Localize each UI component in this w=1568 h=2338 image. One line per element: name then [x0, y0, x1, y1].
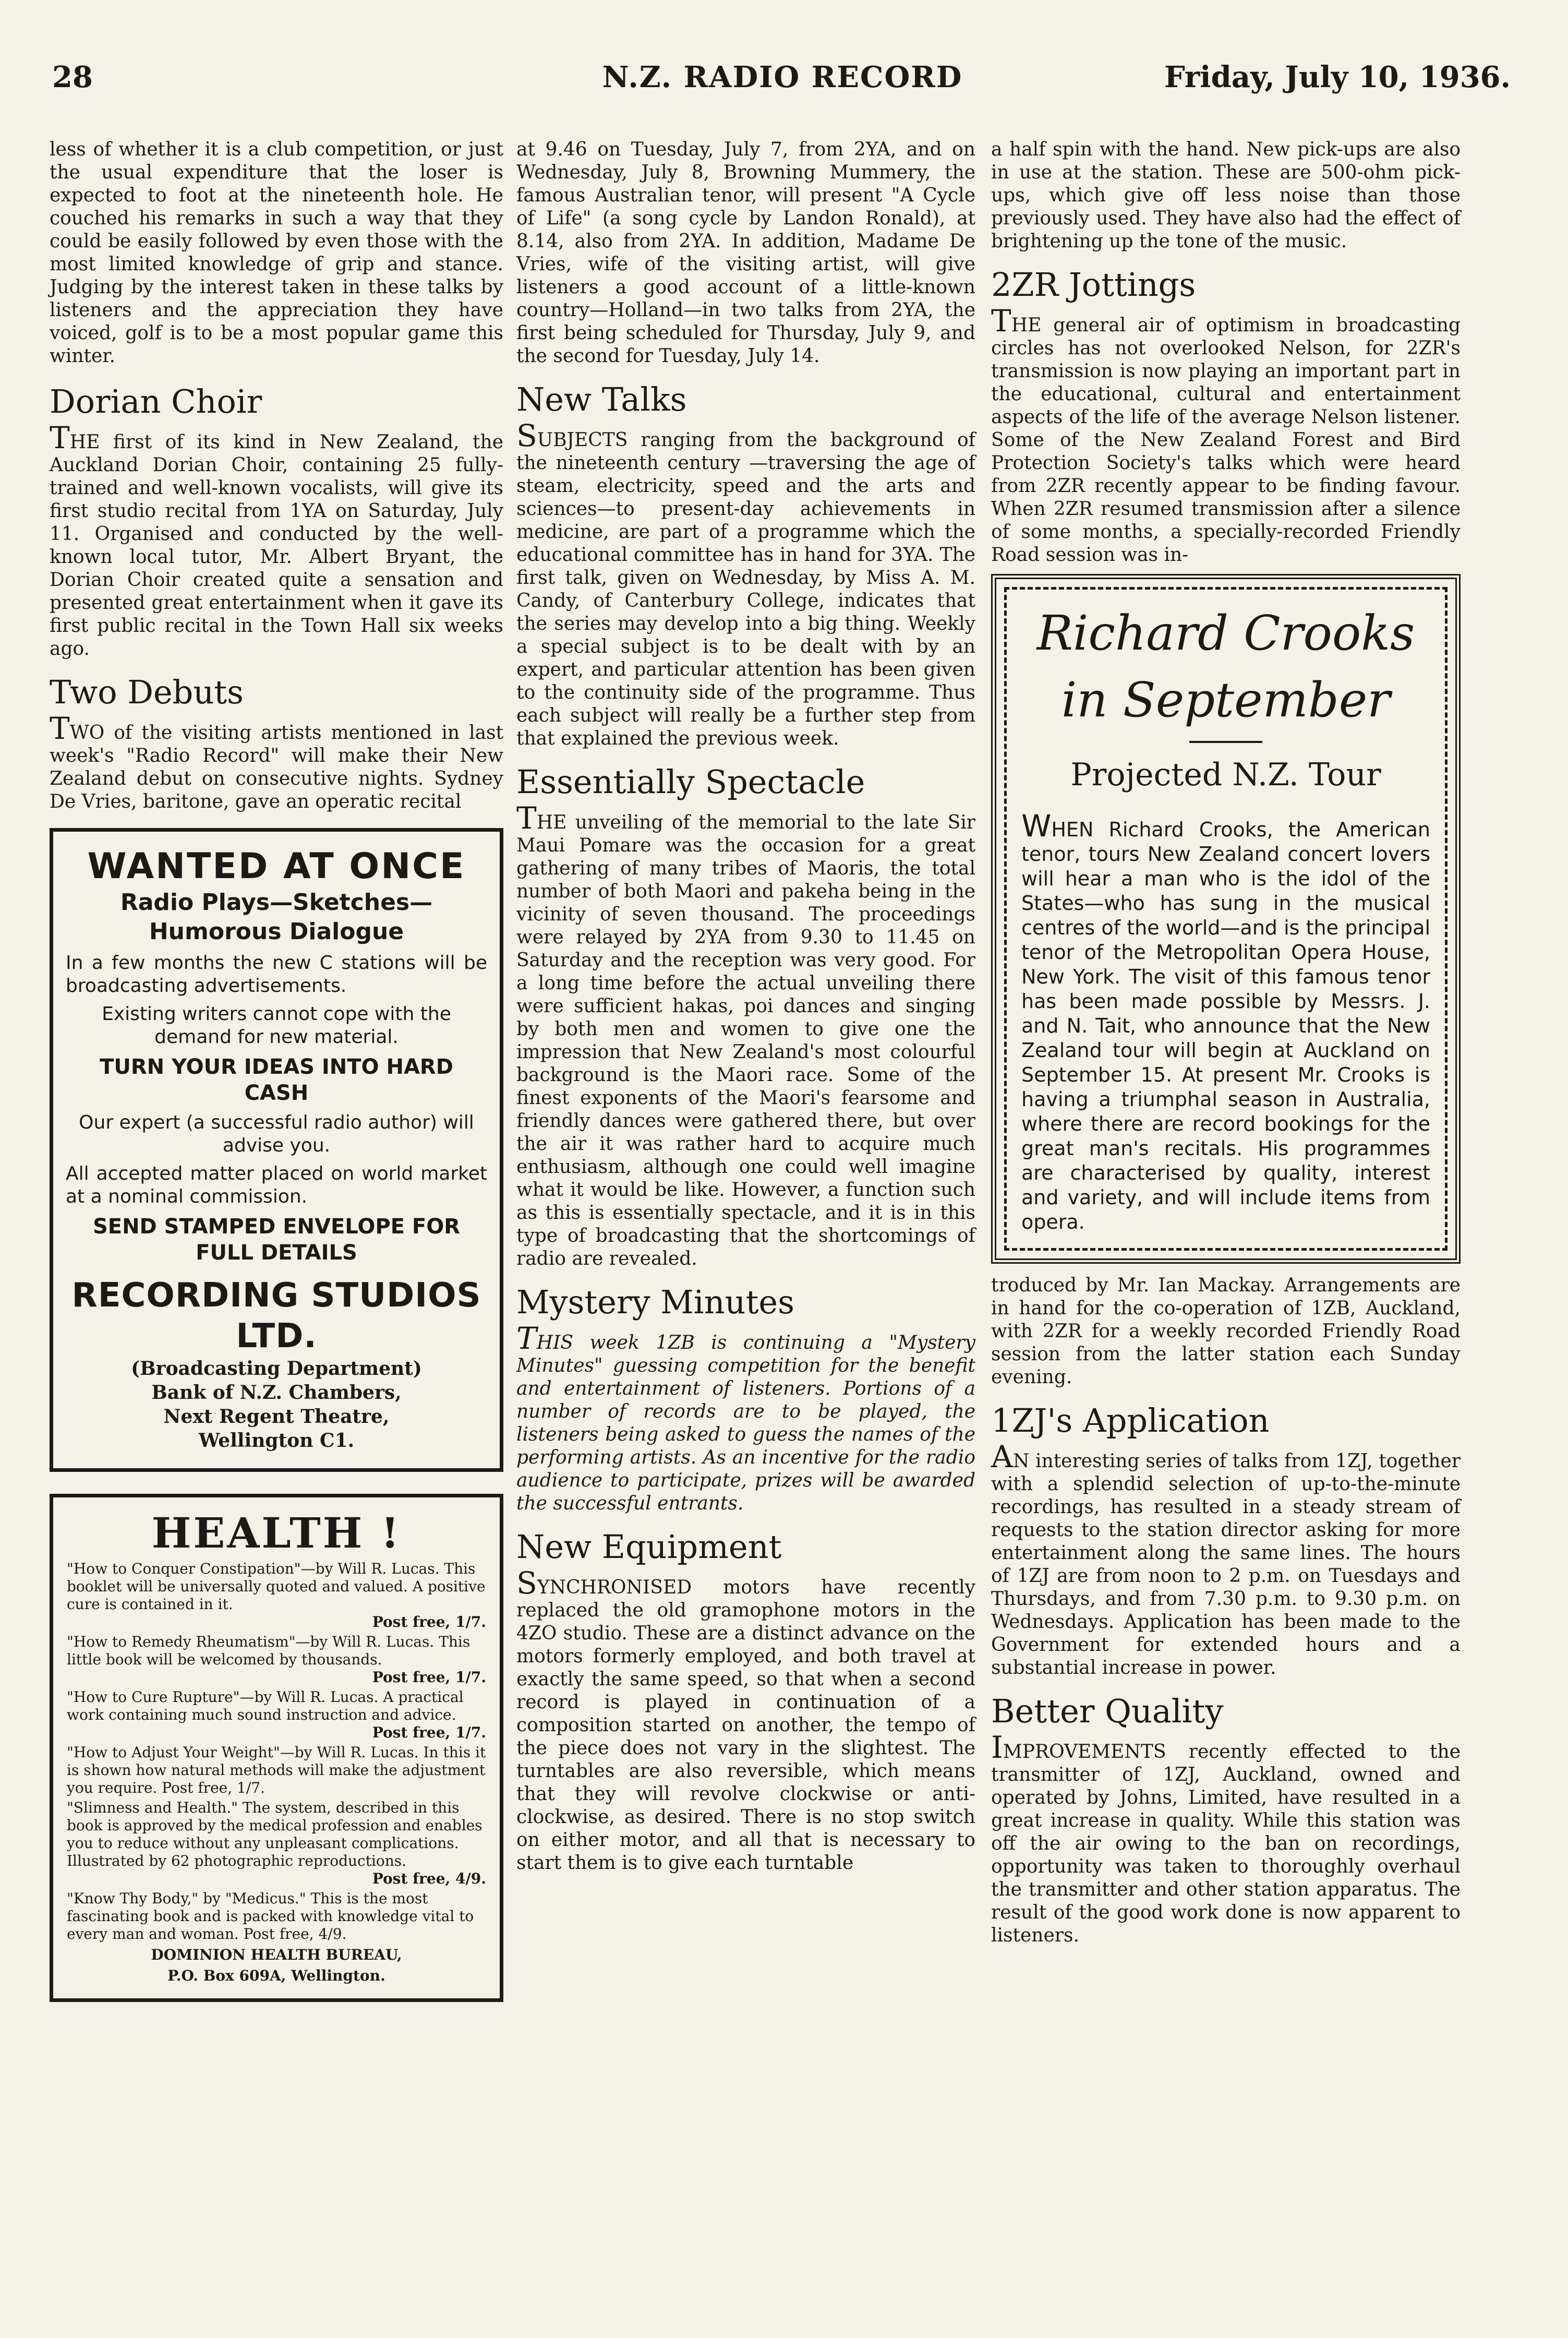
article-body-two-debuts: TWO of the visiting artists mentioned in last week's "Radio Record" will make their New Zealand debut on consecutive nights. Sydney De Vries, baritone, gave an operatic recital	[50, 711, 503, 812]
column-middle	[516, 138, 975, 1882]
advertisement-wanted-at-once	[50, 828, 503, 1472]
ad-book-item: "Know Thy Body," by "Medicus." This is the most fascinating book and is packed with knowledge vital to every man and woman. Post free, 4/9.	[67, 1890, 474, 1943]
box-subtitle: Projected N.Z. Tour	[1070, 757, 1381, 793]
continued-paragraph: at 9.46 on Tuesday, July 7, from 2YA, and on Wednesday, July 8, Browning Mummery, the famous Australian tenor, will present "A Cycle of Life" (a song cycle by Landon Ronald), at 8.14, also from 2YA. In addition, Madame De Vries, wife of the visiting artist, will give listeners a good account of a little-known country—Holland—in two talks from 2YA, the first being scheduled for Thursday, July 9, and the second for Tuesday, July 14.	[516, 139, 975, 367]
column-left	[50, 138, 503, 2002]
ad-book-item: "How to Cure Rupture"—by Will R. Lucas. A practical work containing much sound instruction and advice.	[67, 1688, 464, 1723]
article-title-1zj-application: 1ZJ's Application	[991, 1401, 1270, 1440]
article-body-mystery-minutes: THIS week 1ZB is continuing a "Mystery Minutes" guessing competition for the benefit and entertainment of listeners. Portions of a number of records are to be played, the listeners being asked to guess the names of the performing artists. As an incentive for the radio audience to participate, prizes will be awarded the successful entrants.	[516, 1321, 975, 1514]
article-title-two-debuts: Two Debuts	[50, 673, 244, 711]
ad-callout: SEND STAMPED ENVELOPE FOR FULL DETAILS	[92, 1215, 461, 1265]
article-title-new-talks: New Talks	[516, 380, 687, 418]
article-title-mystery-minutes: Mystery Minutes	[516, 1283, 794, 1321]
article-body-1zj-application: AN interesting series of talks from 1ZJ, together with a splendid selection of up-to-the-minute recordings, has resulted in a steady stream of requests to the station director asking for more entertainment along the same lines. The hours of 1ZJ are from noon to 2 p.m. on Tuesdays and Thursdays, and from 7.30 p.m. to 9.30 p.m. on Wednesdays. Application has been made to the Government for extended hours and a substantial increase in power.	[991, 1439, 1461, 1678]
ad-headline: WANTED AT ONCE	[87, 846, 466, 887]
box-title: Richard Crooks	[1036, 605, 1415, 661]
advertisement-health	[50, 1494, 503, 2002]
article-body-2zr-jottings: THE general air of optimism in broadcasting circles has not overlooked Nelson, for 2ZR's transmission is now playing an important part in the educational, cultural and entertainment aspects of the life of the average Nelson listener. Some of the New Zealand Forest and Bird Protection Society's talks which were heard from 2ZR recently appear to be finding favour. When 2ZR resumed transmission after a silence of some months, a specially-recorded Friendly Road session was in-	[991, 303, 1461, 566]
continued-paragraph: less of whether it is a club competition, or just the usual expenditure that the loser is expected to foot at the nineteenth hole. He couched his remarks in such a way that they could be easily followed by even those with the most limited knowledge of grip and stance. Judging by the interest taken in these talks by listeners and the appreciation they have voiced, golf is to be a most popular game this winter.	[50, 139, 503, 367]
ad-company-name: RECORDING STUDIOS LTD.	[71, 1276, 481, 1356]
page-header	[0, 0, 1568, 94]
ad-headline: HEALTH !	[151, 1508, 402, 1557]
drop-cap: T	[516, 1321, 537, 1356]
publication-title: N.Z. RADIO RECORD	[602, 60, 963, 94]
ad-callout: TURN YOUR IDEAS INTO HARD CASH	[100, 1055, 453, 1105]
continued-paragraph: troduced by Mr. Ian Mackay. Arrangements are in hand for the co-operation of 1ZB, Auckland, with 2ZR for a weekly recorded Friendly Road session from the latter station each Sunday evening.	[991, 1275, 1461, 1388]
article-title-dorian-choir: Dorian Choir	[50, 382, 262, 421]
column-right	[991, 138, 1461, 1955]
drop-cap: W	[1021, 808, 1052, 844]
ad-book-item: "Slimness and Health." The system, described in this book is approved by the medical profession and enables you to reduce without any unpleasant complications. Illustrated by 62 photographic reproductions.	[67, 1799, 483, 1869]
ad-subhead: Humorous Dialogue	[149, 918, 404, 945]
ad-text: All accepted matter placed on world market at a nominal commission.	[66, 1163, 487, 1207]
drop-cap: T	[50, 420, 70, 455]
ad-footer: P.O. Box 609A, Wellington.	[167, 1967, 385, 1984]
drop-cap: I	[991, 1730, 1003, 1765]
article-title-better-quality: Better Quality	[991, 1692, 1224, 1730]
article-body-better-quality: IMPROVEMENTS recently effected to the transmitter of 1ZJ, Auckland, owned and operated by Johns, Limited, have resulted in a great increase in quality. While this station was off the air owing to the ban on recordings, opportunity was taken to thoroughly overhaul the transmitter and other station apparatus. The result of the good work done is now apparent to listeners.	[991, 1730, 1461, 1946]
ad-text: Our expert (a successful radio author) will advise you.	[79, 1112, 474, 1156]
ad-book-item: "How to Adjust Your Weight"—by Will R. Lucas. In this it is shown how natural methods will make the adjustment you require. Post free, 1/7.	[67, 1744, 486, 1796]
drop-cap: T	[516, 800, 537, 836]
article-title-essentially-spectacle: Essentially Spectacle	[516, 763, 865, 801]
article-body-new-equipment: SYNCHRONISED motors have recently replaced the old gramophone motors in the 4ZO studio. These are a distinct advance on the motors formerly employed, and both travel at exactly the same speed, so that when a second record is played in continuation of a composition started on another, the tempo of the piece does not vary in the slightest. The turntables are also reversible, which means that they will revolve clockwise or anti-clockwise, as desired. There is no stop switch on either motor, and all that is necessary to start them is to give each turntable	[516, 1565, 975, 1874]
box-body: WHEN Richard Crooks, the American tenor, tours New Zealand concert lovers will hear a man who is the idol of the States—who has sung in the musical centres of the world—and is the principal tenor of the Metropolitan Opera House, New York. The visit of this famous tenor has been made possible by Messrs. J. and N. Tait, who announce that the New Zealand tour will begin at Auckland on September 15. At present Mr. Crooks is having a triumphal season in Australia, where there are record bookings for the great man's recitals. His programmes are characterised by quality, interest and variety, and will include items from opera.	[1021, 808, 1430, 1233]
article-body-dorian-choir: THE first of its kind in New Zealand, the Auckland Dorian Choir, containing 25 fully-trained and well-known vocalists, will give its first studio recital from 1YA on Saturday, July 11. Organised and conducted by the well-known local tutor, Mr. Albert Bryant, the Dorian Choir created quite a sensation and presented great entertainment when it gave its first public recital in the Town Hall six weeks ago.	[50, 420, 503, 660]
article-title-new-equipment: New Equipment	[516, 1528, 782, 1566]
ad-address-line: Bank of N.Z. Chambers,	[151, 1382, 402, 1404]
ad-price: Post free, 4/9.	[372, 1870, 486, 1887]
ad-text: In a few months the new C stations will be broadcasting advertisements.	[66, 952, 487, 997]
ad-address-line: (Broadcasting Department)	[131, 1358, 422, 1380]
ad-footer: DOMINION HEALTH BUREAU,	[151, 1946, 402, 1963]
ad-address-line: Wellington C1.	[198, 1430, 355, 1452]
continued-paragraph: a half spin with the hand. New pick-ups are also in use at the station. These are 500-ohm pick-ups, which give off less noise than those previously used. They have also had the effect of brightening up the tone of the music.	[991, 139, 1461, 252]
drop-cap: S	[516, 1565, 537, 1601]
drop-cap: S	[516, 418, 537, 453]
feature-box-richard-crooks	[991, 574, 1461, 1264]
drop-cap: A	[991, 1439, 1013, 1474]
divider	[1189, 741, 1262, 743]
box-title: in September	[1061, 672, 1391, 728]
ad-subhead: Radio Plays—Sketches—	[120, 889, 433, 916]
drop-cap: T	[50, 711, 70, 746]
issue-date: Friday, July 10, 1936.	[1164, 60, 1511, 94]
article-body-new-talks: SUBJECTS ranging from the background of the nineteenth century —traversing the age of steam, electricity, speed and the arts and sciences—to present-day achievements in medicine, are part of a programme which the educational committee has in hand for 3YA. The first talk, given on Wednesday, by Miss A. M. Candy, of Canterbury College, indicates that the series may develop into a big thing. Weekly a special subject is to be dealt with by an expert, and particular attention has been given to the continuity side of the programme. Thus each subject will really be a further step from that explained the previous week.	[516, 418, 975, 749]
ad-text: Existing writers cannot cope with the demand for new material.	[102, 1003, 451, 1048]
ad-price: Post free, 1/7.	[372, 1613, 486, 1630]
page-number: 28	[52, 60, 93, 94]
article-body-essentially-spectacle: THE unveiling of the memorial to the late Sir Maui Pomare was the occasion for a great gathering of many tribes of Maoris, the total number of both Maori and pakeha being in the vicinity of seven thousand. The proceedings were relayed by 2YA from 9.30 to 11.45 on Saturday and the reception was very good. For a long time before the actual unveiling there were sufficient hakas, poi dances and singing by both men and women to give one the impression that New Zealand's most colourful background is the Maori race. Some of the finest exponents of the Maori's fearsome and friendly dances were gathered there, but over the air it was rather hard to acquire much enthusiasm, although one could well imagine what it would be like. However, a function such as this is essentially spectacle, and it is in this type of broadcasting that the shortcomings of radio are revealed.	[516, 800, 975, 1269]
ad-price: Post free, 1/7.	[372, 1669, 486, 1686]
drop-cap: T	[991, 303, 1011, 339]
article-title-2zr-jottings: 2ZR Jottings	[991, 266, 1196, 304]
ad-price: Post free, 1/7.	[372, 1724, 486, 1741]
ad-book-item: "How to Conquer Constipation"—by Will R. Lucas. This booklet will be universally quoted and valued. A positive cure is contained in it.	[67, 1560, 486, 1613]
ad-address-line: Next Regent Theatre,	[163, 1406, 390, 1428]
ad-book-item: "How to Remedy Rheumatism"—by Will R. Lucas. This little book will be welcomed by thousands.	[67, 1633, 471, 1668]
